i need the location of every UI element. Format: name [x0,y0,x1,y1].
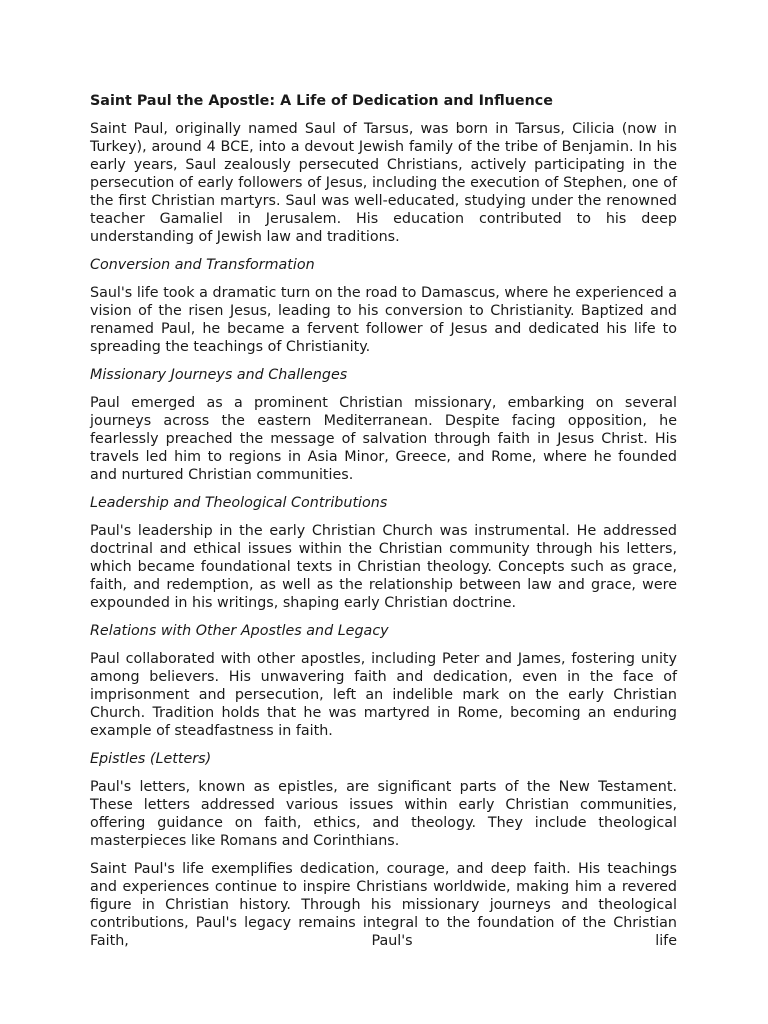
section-heading-leadership: Leadership and Theological Contributions [90,495,388,511]
section-body-relations: Paul collaborated with other apostles, including Peter and James, fostering unity among believers. His unwavering faith and dedication, even in the face of imprisonment and persecution, left an indelible mark on the early Christian Church. Tradition holds that he was martyred in Rome, becoming an enduring example of steadfastness in faith. [90,651,677,739]
closing-paragraph: Saint Paul's life exemplifies dedication, courage, and deep faith. His teachings and experiences continue to inspire Christians worldwide, making him a revered figure in Christian history. Through his missionary journeys and theological contributions, Paul's legacy remains integral to the foundation of the Christian Faith, Paul's life [90,861,677,949]
intro-paragraph: Saint Paul, originally named Saul of Tarsus, was born in Tarsus, Cilicia (now in Turkey), around 4 BCE, into a devout Jewish family of the tribe of Benjamin. In his early years, Saul zealously persecuted Christians, actively participating in the persecution of early followers of Jesus, including the execution of Stephen, one of the first Christian martyrs. Saul was well-educated, studying under the renowned teacher Gamaliel in Jerusalem. His education contributed to his deep understanding of Jewish law and traditions. [90,121,677,245]
section-body-leadership: Paul's leadership in the early Christian Church was instrumental. He addressed doctrinal and ethical issues within the Christian community through his letters, which became foundational texts in Christian theology. Concepts such as grace, faith, and redemption, as well as the relationship between law and grace, were expounded in his writings, shaping early Christian doctrine. [90,523,677,611]
section-heading-relations: Relations with Other Apostles and Legacy [90,623,389,639]
section-heading-missionary: Missionary Journeys and Challenges [90,367,348,383]
section-heading-epistles: Epistles (Letters) [90,751,212,767]
section-heading-conversion: Conversion and Transformation [90,257,315,273]
section-body-epistles: Paul's letters, known as epistles, are significant parts of the New Testament. These letters addressed various issues within early Christian communities, offering guidance on faith, ethics, and theology. They include theological masterpieces like Romans and Corinthians. [90,779,677,849]
section-body-missionary: Paul emerged as a prominent Christian missionary, embarking on several journeys across the eastern Mediterranean. Despite facing opposition, he fearlessly preached the message of salvation through faith in Jesus Christ. His travels led him to regions in Asia Minor, Greece, and Rome, where he founded and nurtured Christian communities. [90,395,677,483]
section-body-conversion: Saul's life took a dramatic turn on the road to Damascus, where he experienced a vision of the risen Jesus, leading to his conversion to Christianity. Baptized and renamed Paul, he became a fervent follower of Jesus and dedicated his life to spreading the teachings of Christianity. [90,285,677,355]
document-title: Saint Paul the Apostle: A Life of Dedication and Influence [90,93,553,109]
document-body [90,92,677,949]
